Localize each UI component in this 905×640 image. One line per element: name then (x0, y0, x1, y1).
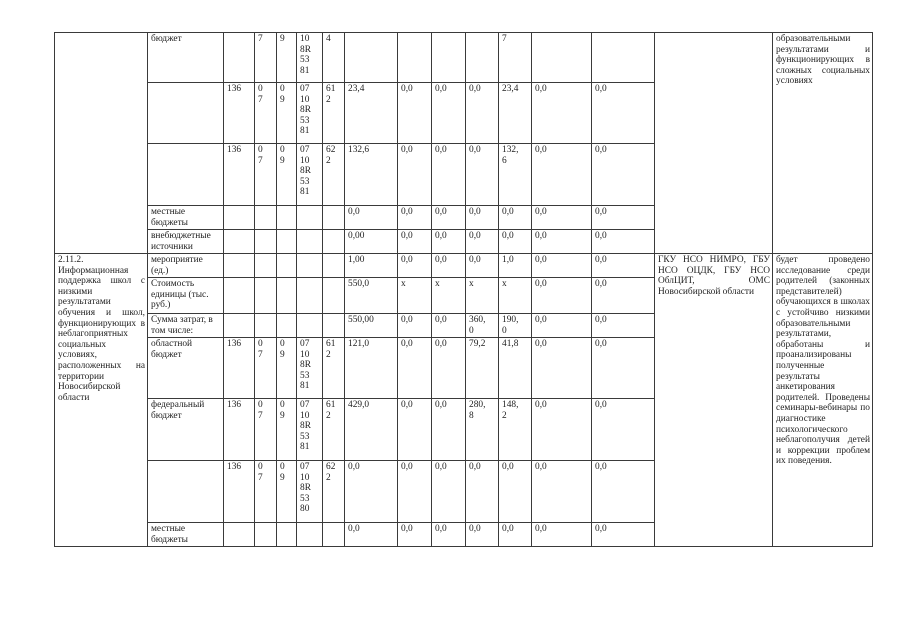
value-cell: 121,0 (345, 338, 398, 399)
code-cell (224, 206, 255, 230)
code-cell: 61 2 (323, 399, 345, 461)
value-cell: 0,0 (466, 144, 499, 206)
value-cell: x (499, 278, 532, 314)
value-cell: 0,0 (592, 278, 655, 314)
value-cell (532, 33, 592, 83)
table-row (55, 33, 873, 83)
funding-source-cell (148, 83, 224, 144)
code-cell (224, 314, 255, 338)
budget-table (54, 32, 873, 547)
code-cell (255, 314, 277, 338)
code-cell: 0 9 (277, 83, 297, 144)
value-cell: 0,0 (532, 206, 592, 230)
funding-source-cell: областной бюджет (148, 338, 224, 399)
value-cell (398, 33, 432, 83)
value-cell: 0,0 (499, 461, 532, 523)
code-cell (297, 230, 323, 254)
code-cell (224, 230, 255, 254)
value-cell: 0,0 (592, 230, 655, 254)
value-cell: 0,0 (466, 461, 499, 523)
result-cell: будет проведено исследование среди родителей (законных представителей) обучающихся в школах с устойчиво низкими образовательными результатами, обработаны и проанализированы полученные результаты анкетирования родителей. Проведены семинары-вебинары по диагностике психологического неблагополучия детей и коррекции проблем их поведения. (773, 254, 873, 547)
code-cell: 62 2 (323, 144, 345, 206)
value-cell: 0,0 (398, 144, 432, 206)
code-cell (323, 254, 345, 278)
value-cell: 0,0 (398, 314, 432, 338)
code-cell: 10 8R 53 81 (297, 33, 323, 83)
value-cell: 280, 8 (466, 399, 499, 461)
value-cell: 0,0 (466, 230, 499, 254)
code-cell (255, 230, 277, 254)
code-cell (297, 254, 323, 278)
value-cell: 0,0 (532, 254, 592, 278)
value-cell: 0,0 (466, 206, 499, 230)
funding-source-cell: местные бюджеты (148, 523, 224, 547)
funding-source-cell: местные бюджеты (148, 206, 224, 230)
value-cell: 23,4 (499, 83, 532, 144)
value-cell: 0,0 (432, 144, 466, 206)
value-cell: 190, 0 (499, 314, 532, 338)
value-cell: 0,0 (432, 523, 466, 547)
value-cell: x (466, 278, 499, 314)
value-cell: 0,0 (398, 230, 432, 254)
value-cell: 0,0 (592, 399, 655, 461)
executor-cell: ГКУ НСО НИМРО, ГБУ НСО ОЦДК, ГБУ НСО ОблЦИТ, ОМС Новосибирской области (655, 254, 773, 547)
value-cell: 0,0 (466, 523, 499, 547)
value-cell: 0,0 (432, 230, 466, 254)
value-cell: 1,0 (499, 254, 532, 278)
code-cell (277, 254, 297, 278)
value-cell: 0,0 (499, 206, 532, 230)
code-cell: 0 9 (277, 144, 297, 206)
code-cell (297, 206, 323, 230)
code-cell (255, 254, 277, 278)
value-cell: 0,0 (398, 338, 432, 399)
code-cell (277, 230, 297, 254)
code-cell: 0 7 (255, 144, 277, 206)
value-cell: 0,0 (592, 314, 655, 338)
code-cell (297, 314, 323, 338)
code-cell (224, 33, 255, 83)
code-cell (323, 206, 345, 230)
value-cell: 0,00 (345, 230, 398, 254)
code-cell (255, 206, 277, 230)
code-cell (255, 278, 277, 314)
value-cell: 0,0 (592, 338, 655, 399)
code-cell (277, 278, 297, 314)
value-cell: 0,0 (532, 338, 592, 399)
funding-source-cell: мероприятие (ед.) (148, 254, 224, 278)
value-cell: 0,0 (432, 399, 466, 461)
funding-source-cell: Стоимость единицы (тыс. руб.) (148, 278, 224, 314)
code-cell: 07 10 8R 53 81 (297, 144, 323, 206)
value-cell: 0,0 (398, 399, 432, 461)
code-cell: 9 (277, 33, 297, 83)
value-cell: 0,0 (398, 254, 432, 278)
code-cell (224, 523, 255, 547)
value-cell: 0,0 (432, 338, 466, 399)
value-cell: 0,0 (499, 230, 532, 254)
code-cell (323, 278, 345, 314)
funding-source-cell (148, 144, 224, 206)
code-cell (255, 523, 277, 547)
value-cell: 0,0 (345, 461, 398, 523)
value-cell: 0,0 (532, 314, 592, 338)
code-cell: 136 (224, 144, 255, 206)
funding-source-cell (148, 461, 224, 523)
value-cell: 0,0 (466, 254, 499, 278)
code-cell (323, 523, 345, 547)
value-cell: 0,0 (592, 144, 655, 206)
value-cell: 0,0 (532, 461, 592, 523)
funding-source-cell: внебюджетные источники (148, 230, 224, 254)
code-cell (323, 314, 345, 338)
code-cell: 0 7 (255, 83, 277, 144)
code-cell: 136 (224, 338, 255, 399)
value-cell: 0,0 (499, 523, 532, 547)
funding-source-cell: бюджет (148, 33, 224, 83)
value-cell: 0,0 (398, 523, 432, 547)
activity-cell (55, 33, 148, 254)
code-cell (277, 523, 297, 547)
value-cell (592, 33, 655, 83)
value-cell: x (432, 278, 466, 314)
value-cell: 0,0 (466, 83, 499, 144)
code-cell: 0 9 (277, 399, 297, 461)
value-cell: x (398, 278, 432, 314)
code-cell (297, 278, 323, 314)
code-cell: 0 7 (255, 338, 277, 399)
value-cell: 1,00 (345, 254, 398, 278)
value-cell: 132, 6 (499, 144, 532, 206)
code-cell (224, 254, 255, 278)
value-cell: 360, 0 (466, 314, 499, 338)
value-cell: 550,0 (345, 278, 398, 314)
code-cell (297, 523, 323, 547)
value-cell: 23,4 (345, 83, 398, 144)
code-cell: 4 (323, 33, 345, 83)
value-cell: 79,2 (466, 338, 499, 399)
value-cell: 0,0 (432, 314, 466, 338)
value-cell: 0,0 (592, 523, 655, 547)
code-cell: 07 10 8R 53 81 (297, 338, 323, 399)
value-cell: 132,6 (345, 144, 398, 206)
value-cell: 0,0 (592, 206, 655, 230)
code-cell: 136 (224, 461, 255, 523)
code-cell: 7 (255, 33, 277, 83)
code-cell: 07 10 8R 53 81 (297, 83, 323, 144)
value-cell: 0,0 (432, 206, 466, 230)
value-cell: 0,0 (398, 83, 432, 144)
code-cell: 0 9 (277, 338, 297, 399)
value-cell: 0,0 (532, 278, 592, 314)
funding-source-cell: Сумма затрат, в том числе: (148, 314, 224, 338)
value-cell: 148, 2 (499, 399, 532, 461)
value-cell: 0,0 (592, 83, 655, 144)
code-cell: 136 (224, 83, 255, 144)
value-cell (345, 33, 398, 83)
value-cell (466, 33, 499, 83)
value-cell: 41,8 (499, 338, 532, 399)
value-cell: 0,0 (398, 461, 432, 523)
table-row (55, 254, 873, 278)
value-cell: 0,0 (345, 523, 398, 547)
value-cell: 0,0 (432, 254, 466, 278)
code-cell (277, 314, 297, 338)
code-cell: 136 (224, 399, 255, 461)
code-cell: 07 10 8R 53 80 (297, 461, 323, 523)
value-cell: 550,00 (345, 314, 398, 338)
code-cell: 61 2 (323, 83, 345, 144)
value-cell: 0,0 (432, 461, 466, 523)
code-cell (323, 230, 345, 254)
code-cell: 07 10 8R 53 81 (297, 399, 323, 461)
code-cell: 0 7 (255, 399, 277, 461)
value-cell: 0,0 (592, 254, 655, 278)
value-cell: 0,0 (432, 83, 466, 144)
code-cell: 0 7 (255, 461, 277, 523)
value-cell: 0,0 (532, 144, 592, 206)
value-cell: 0,0 (345, 206, 398, 230)
value-cell: 0,0 (532, 230, 592, 254)
code-cell: 0 9 (277, 461, 297, 523)
code-cell (277, 206, 297, 230)
value-cell: 0,0 (532, 399, 592, 461)
result-cell: образовательными результатами и функционирующих в сложных социальных условиях (773, 33, 873, 254)
value-cell: 0,0 (592, 461, 655, 523)
value-cell: 0,0 (532, 523, 592, 547)
funding-source-cell: федеральный бюджет (148, 399, 224, 461)
value-cell (432, 33, 466, 83)
value-cell: 7 (499, 33, 532, 83)
value-cell: 0,0 (532, 83, 592, 144)
code-cell: 61 2 (323, 338, 345, 399)
code-cell: 62 2 (323, 461, 345, 523)
activity-cell: 2.11.2. Информационная поддержка школ с низкими результатами обучения и школ, функционирующих в неблагоприятных социальных условиях, расположенных на территории Новосибирской области (55, 254, 148, 547)
value-cell: 0,0 (398, 206, 432, 230)
value-cell: 429,0 (345, 399, 398, 461)
code-cell (224, 278, 255, 314)
executor-cell (655, 33, 773, 254)
